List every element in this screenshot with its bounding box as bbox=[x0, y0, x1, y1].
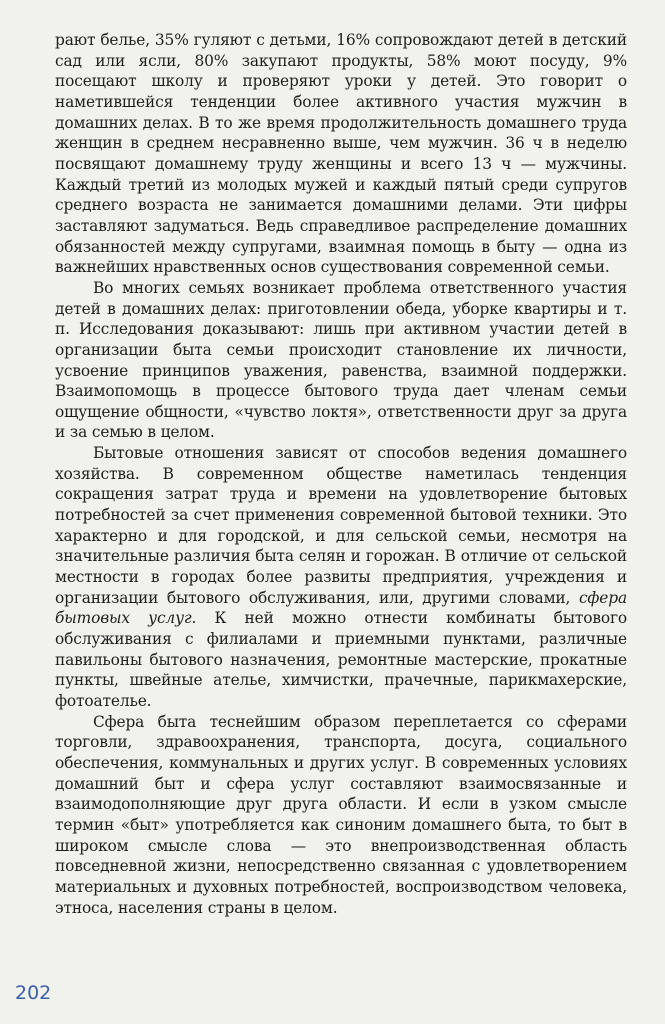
paragraph-3-text-after: К ней можно отнести комбинаты бытового обслуживания с филиалами и приемными пунктами, различные павильоны бытового назначения, ремонтные мастерские, прокатные пункты, швейные ателье, химчистки, прачечные, парикмахерские, фотоателье. bbox=[55, 609, 627, 710]
page-body bbox=[55, 30, 627, 918]
paragraph-4: Сфера быта теснейшим образом переплетается со сферами торговли, здравоохранения, транспорта, досуга, социального обеспечения, коммунальных и других услуг. В современных условиях домашний быт и сфера услуг составляют взаимосвязанные и взаимодополняющие друг друга области. И если в узком смысле термин «быт» употребляется как синоним домашнего быта, то быт в широком смысле слова — это внепроизводственная область повседневной жизни, непосредственно связанная с удовлетворением материальных и духовных потребностей, воспроизводством человека, этноса, населения страны в целом. bbox=[55, 712, 627, 917]
paragraph-1: рают белье, 35% гуляют с детьми, 16% сопровождают детей в детский сад или ясли, 80% закупают продукты, 58% моют посуду, 9% посещают школу и проверяют уроки у детей. Это говорит о наметившейся тенденции более активного участия мужчин в домашних делах. В то же время продолжительность домашнего труда женщин в среднем несравненно выше, чем мужчин. 36 ч в неделю посвящают домашнему труду женщины и всего 13 ч — мужчины. Каждый третий из молодых мужей и каждый пятый среди супругов среднего возраста не занимается домашними делами. Эти цифры заставляют задуматься. Ведь справедливое распределение домашних обязанностей между супругами, взаимная помощь в быту — одна из важнейших нравственных основ существования современной семьи. bbox=[55, 31, 627, 277]
term-sphere-of-services: сфера бытовых услуг. bbox=[55, 588, 627, 628]
paragraph-2: Во многих семьях возникает проблема ответственного участия детей в домашних делах: приготовлении обеда, уборке квартиры и т. п. Исследования доказывают: лишь при активном участии детей в организации быта семьи происходит становление их личности, усвоение принципов уважения, равенства, взаимной поддержки. Взаимопомощь в процессе бытового труда дает членам семьи ощущение общности, «чувство локтя», ответственности друг за друга и за семью в целом. bbox=[55, 278, 627, 442]
paragraph-3 bbox=[55, 443, 627, 712]
page-number: 202 bbox=[15, 982, 52, 1004]
paragraph-3-text-before: Бытовые отношения зависят от способов ведения домашнего хозяйства. В современном обществе наметилась тенденция сокращения затрат труда и времени на удовлетворение бытовых потребностей за счет применения современной бытовой техники. Это характерно и для городской, и для сельской семьи, несмотря на значительные различия быта селян и горожан. В отличие от сельской местности в городах более развиты предприятия, учреждения и организации бытового обслуживания, или, другими словами, bbox=[55, 444, 627, 607]
